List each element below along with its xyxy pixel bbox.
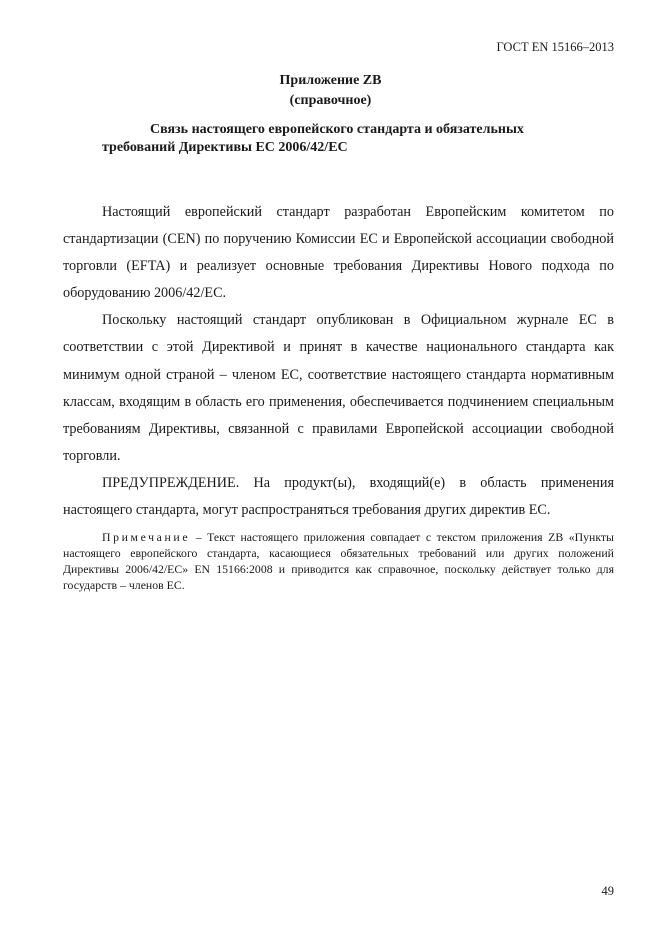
paragraph-1: Настоящий европейский стандарт разработан Европейским комитетом по стандартизации (CEN) по поручению Комиссии ЕС и Европейской ассоциации свободной торговли (EFTA) и реализует основные требования Директивы Нового подхода по оборудованию 2006/42/ЕС. xyxy=(63,204,614,302)
note-block xyxy=(63,529,614,593)
body-text xyxy=(63,199,614,524)
standard-code: ГОСТ EN 15166–2013 xyxy=(496,40,614,54)
note-paragraph xyxy=(63,529,614,593)
annex-subtitle: (справочное) xyxy=(289,93,372,108)
annex-title-block xyxy=(0,71,661,111)
paragraph-2: Поскольку настоящий стандарт опубликован в Официальном журнале ЕС в соответствии с этой Директивой и принят в качестве национального стандарта как минимум одной страной – членом ЕС, соответствие настоящего стандарта нормативным классам, входящим в область его применения, обеспечивается подчинением специальным требованиям Директивы, связанной с правилами Европейской ассоциации свободной торговли. xyxy=(63,312,614,464)
annex-title: Приложение ZB xyxy=(279,73,382,88)
page-number: 49 xyxy=(601,884,614,898)
paragraph-3-warning: ПРЕДУПРЕЖДЕНИЕ. На продукт(ы), входящий(е) в область применения настоящего стандарта, могут распространяться требования других директив ЕС. xyxy=(63,474,614,519)
note-label: Примечание xyxy=(102,530,191,544)
note-text: – Текст настоящего приложения совпадает с текстом приложения ZB «Пункты настоящего европейского стандарта, касающиеся обязательных требований или других положений Директивы 2006/42/ЕС» EN 15166:2008 и приводится как справочное, поскольку действует только для государств – членов ЕС. xyxy=(63,530,614,592)
annex-heading: Связь настоящего европейского стандарта и обязательных требований Директивы ЕС 2006/42/ЕС xyxy=(102,122,524,155)
